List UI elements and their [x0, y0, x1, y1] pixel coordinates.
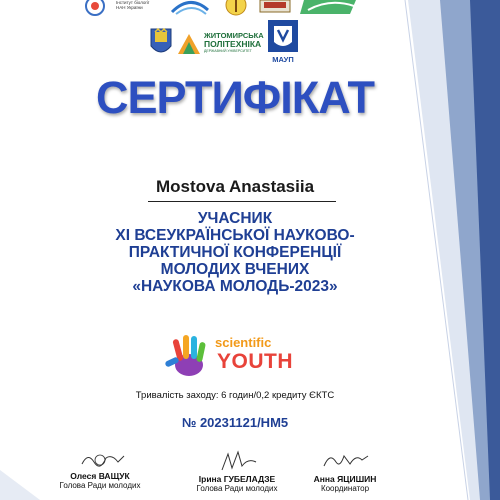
signatory-3-name: Анна ЯЦИШИН	[313, 474, 377, 484]
signatory-2-name: Ірина ГУБЕЛАДЗЕ	[198, 474, 276, 484]
signature-1	[78, 450, 128, 472]
signatory-3-role: Координатор	[320, 484, 370, 493]
conference-line2: ПРАКТИЧНОЇ КОНФЕРЕНЦІЇ	[128, 244, 342, 261]
youth-logo-word1: scientific	[215, 335, 272, 350]
polytechnic-emblem-icon	[176, 32, 202, 56]
hand-print-icon	[165, 333, 213, 381]
name-underline	[148, 201, 336, 202]
university-crest-icon	[258, 0, 292, 16]
polytechnic-line1: ЖИТОМИРСЬКА	[204, 31, 264, 40]
institute-logo	[80, 0, 110, 16]
nan-ukraine-logo	[300, 0, 360, 16]
institute-caption-line1: Інститут біології	[116, 0, 150, 5]
conference-line3: МОЛОДИХ ВЧЕНИХ	[160, 261, 310, 278]
duration-text: Тривалість заходу: 6 годин/0,2 кредиту ЄКТС	[135, 390, 335, 401]
coat-of-arms-icon	[150, 28, 172, 58]
signature-3	[322, 448, 370, 472]
polytechnic-line3: ДЕРЖАВНИЙ УНІВЕРСИТЕТ	[204, 49, 252, 53]
scientific-youth-logo	[165, 333, 300, 383]
role-line: УЧАСНИК	[197, 210, 273, 227]
polytechnic-line2: ПОЛІТЕХНІКА	[204, 39, 262, 49]
signature-2	[218, 450, 260, 474]
signatory-2	[177, 474, 297, 493]
conference-line1: XI ВСЕУКРАЇНСЬКОЇ НАУКОВО-	[115, 227, 355, 244]
signatory-2-role: Голова Ради молодих	[196, 484, 278, 493]
partner-logos-row2	[150, 20, 330, 70]
institute-caption	[116, 0, 176, 10]
wave-logo	[170, 0, 210, 16]
signatory-1	[40, 471, 160, 490]
institute-caption-line2: НАН України	[116, 5, 143, 10]
signatory-1-name: Олеся ВАЩУК	[70, 471, 130, 481]
youth-logo-word2: YOUTH	[217, 350, 293, 373]
conference-block	[0, 210, 470, 295]
certificate-number: № 20231121/НМ5	[181, 415, 289, 430]
certificate-title: СЕРТИФІКАТ	[96, 72, 374, 123]
polytechnic-wordmark	[204, 32, 264, 53]
maup-label: МАУП	[272, 55, 294, 64]
conference-line4: «НАУКОВА МОЛОДЬ-2023»	[132, 278, 338, 295]
signatory-1-role: Голова Ради молодих	[59, 481, 141, 490]
recipient-name: Mostova Anastasiia	[155, 177, 315, 196]
maup-emblem-icon	[268, 20, 298, 52]
signatory-3	[290, 474, 400, 493]
wheat-emblem-icon	[222, 0, 250, 16]
partner-logos-top	[80, 0, 380, 18]
